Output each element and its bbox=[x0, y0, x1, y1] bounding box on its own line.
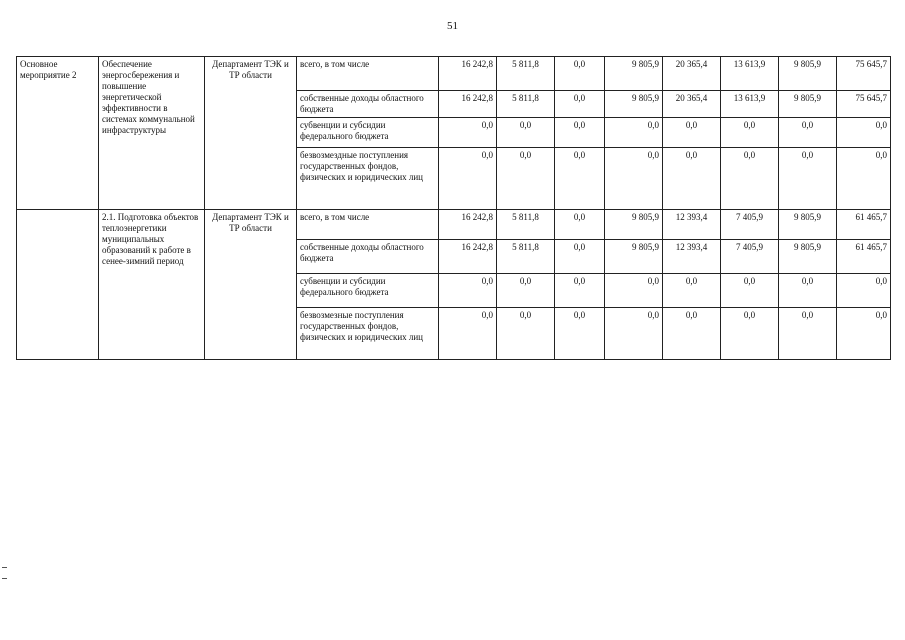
edge-mark bbox=[2, 567, 7, 568]
funding-source-cell: безвозмезные поступления государственных фондов, физических и юридических лиц bbox=[297, 308, 439, 360]
amount-cell: 0,0 bbox=[605, 274, 663, 308]
event-mark-cell bbox=[17, 210, 99, 360]
event-mark-cell: Основное мероприятие 2 bbox=[17, 57, 99, 210]
amount-cell: 0,0 bbox=[663, 308, 721, 360]
amount-cell: 0,0 bbox=[555, 118, 605, 148]
amount-cell: 0,0 bbox=[721, 308, 779, 360]
amount-cell: 9 805,9 bbox=[779, 91, 837, 118]
amount-cell: 0,0 bbox=[497, 308, 555, 360]
amount-cell: 16 242,8 bbox=[439, 210, 497, 240]
funding-source-cell: собственные доходы областного бюджета bbox=[297, 91, 439, 118]
amount-cell: 61 465,7 bbox=[837, 210, 891, 240]
funding-source-cell: всего, в том числе bbox=[297, 57, 439, 91]
amount-cell: 0,0 bbox=[497, 274, 555, 308]
amount-cell: 5 811,8 bbox=[497, 240, 555, 274]
amount-cell: 0,0 bbox=[663, 148, 721, 210]
amount-cell: 9 805,9 bbox=[779, 210, 837, 240]
amount-cell: 0,0 bbox=[439, 308, 497, 360]
amount-cell: 0,0 bbox=[555, 240, 605, 274]
amount-cell: 13 613,9 bbox=[721, 57, 779, 91]
amount-cell: 0,0 bbox=[779, 274, 837, 308]
amount-cell: 0,0 bbox=[555, 210, 605, 240]
amount-cell: 0,0 bbox=[721, 118, 779, 148]
amount-cell: 20 365,4 bbox=[663, 57, 721, 91]
amount-cell: 5 811,8 bbox=[497, 91, 555, 118]
amount-cell: 0,0 bbox=[779, 118, 837, 148]
amount-cell: 0,0 bbox=[497, 148, 555, 210]
amount-cell: 0,0 bbox=[837, 118, 891, 148]
table-body bbox=[17, 57, 891, 360]
amount-cell: 9 805,9 bbox=[779, 240, 837, 274]
amount-cell: 0,0 bbox=[605, 118, 663, 148]
amount-cell: 0,0 bbox=[779, 148, 837, 210]
amount-cell: 0,0 bbox=[721, 274, 779, 308]
amount-cell: 0,0 bbox=[779, 308, 837, 360]
amount-cell: 0,0 bbox=[721, 148, 779, 210]
event-title-cell: Обеспечение энергосбережения и повышение энергетической эффективности в системах коммунальной инфраструктуры bbox=[99, 57, 205, 210]
amount-cell: 16 242,8 bbox=[439, 57, 497, 91]
executor-cell: Департамент ТЭК и ТР области bbox=[205, 57, 297, 210]
amount-cell: 0,0 bbox=[555, 148, 605, 210]
amount-cell: 5 811,8 bbox=[497, 57, 555, 91]
executor-cell: Департамент ТЭК и ТР области bbox=[205, 210, 297, 360]
edge-mark bbox=[2, 578, 7, 579]
amount-cell: 0,0 bbox=[837, 308, 891, 360]
amount-cell: 12 393,4 bbox=[663, 240, 721, 274]
page-number: 51 bbox=[447, 20, 458, 32]
amount-cell: 7 405,9 bbox=[721, 240, 779, 274]
amount-cell: 0,0 bbox=[605, 308, 663, 360]
amount-cell: 9 805,9 bbox=[605, 210, 663, 240]
amount-cell: 0,0 bbox=[555, 91, 605, 118]
amount-cell: 0,0 bbox=[837, 148, 891, 210]
table-row bbox=[17, 57, 891, 91]
amount-cell: 61 465,7 bbox=[837, 240, 891, 274]
amount-cell: 0,0 bbox=[663, 118, 721, 148]
amount-cell: 0,0 bbox=[439, 118, 497, 148]
amount-cell: 75 645,7 bbox=[837, 57, 891, 91]
amount-cell: 7 405,9 bbox=[721, 210, 779, 240]
amount-cell: 0,0 bbox=[439, 148, 497, 210]
amount-cell: 9 805,9 bbox=[605, 91, 663, 118]
event-title-cell: 2.1. Подготовка объектов теплоэнергетики муниципальных образований к работе в сенее-зимний период bbox=[99, 210, 205, 360]
amount-cell: 13 613,9 bbox=[721, 91, 779, 118]
funding-source-cell: безвозмездные поступления государственных фондов, физических и юридических лиц bbox=[297, 148, 439, 210]
amount-cell: 0,0 bbox=[555, 57, 605, 91]
funding-source-cell: субвенции и субсидии федерального бюджета bbox=[297, 274, 439, 308]
amount-cell: 75 645,7 bbox=[837, 91, 891, 118]
funding-source-cell: собственные доходы областного бюджета bbox=[297, 240, 439, 274]
funding-source-cell: всего, в том числе bbox=[297, 210, 439, 240]
amount-cell: 9 805,9 bbox=[779, 57, 837, 91]
amount-cell: 0,0 bbox=[663, 274, 721, 308]
amount-cell: 0,0 bbox=[555, 274, 605, 308]
amount-cell: 0,0 bbox=[837, 274, 891, 308]
budget-table bbox=[16, 56, 891, 360]
amount-cell: 0,0 bbox=[555, 308, 605, 360]
amount-cell: 0,0 bbox=[605, 148, 663, 210]
amount-cell: 12 393,4 bbox=[663, 210, 721, 240]
amount-cell: 9 805,9 bbox=[605, 240, 663, 274]
amount-cell: 9 805,9 bbox=[605, 57, 663, 91]
funding-source-cell: субвенции и субсидии федерального бюджета bbox=[297, 118, 439, 148]
amount-cell: 16 242,8 bbox=[439, 240, 497, 274]
amount-cell: 5 811,8 bbox=[497, 210, 555, 240]
table-row bbox=[17, 210, 891, 240]
amount-cell: 0,0 bbox=[439, 274, 497, 308]
amount-cell: 0,0 bbox=[497, 118, 555, 148]
amount-cell: 16 242,8 bbox=[439, 91, 497, 118]
amount-cell: 20 365,4 bbox=[663, 91, 721, 118]
